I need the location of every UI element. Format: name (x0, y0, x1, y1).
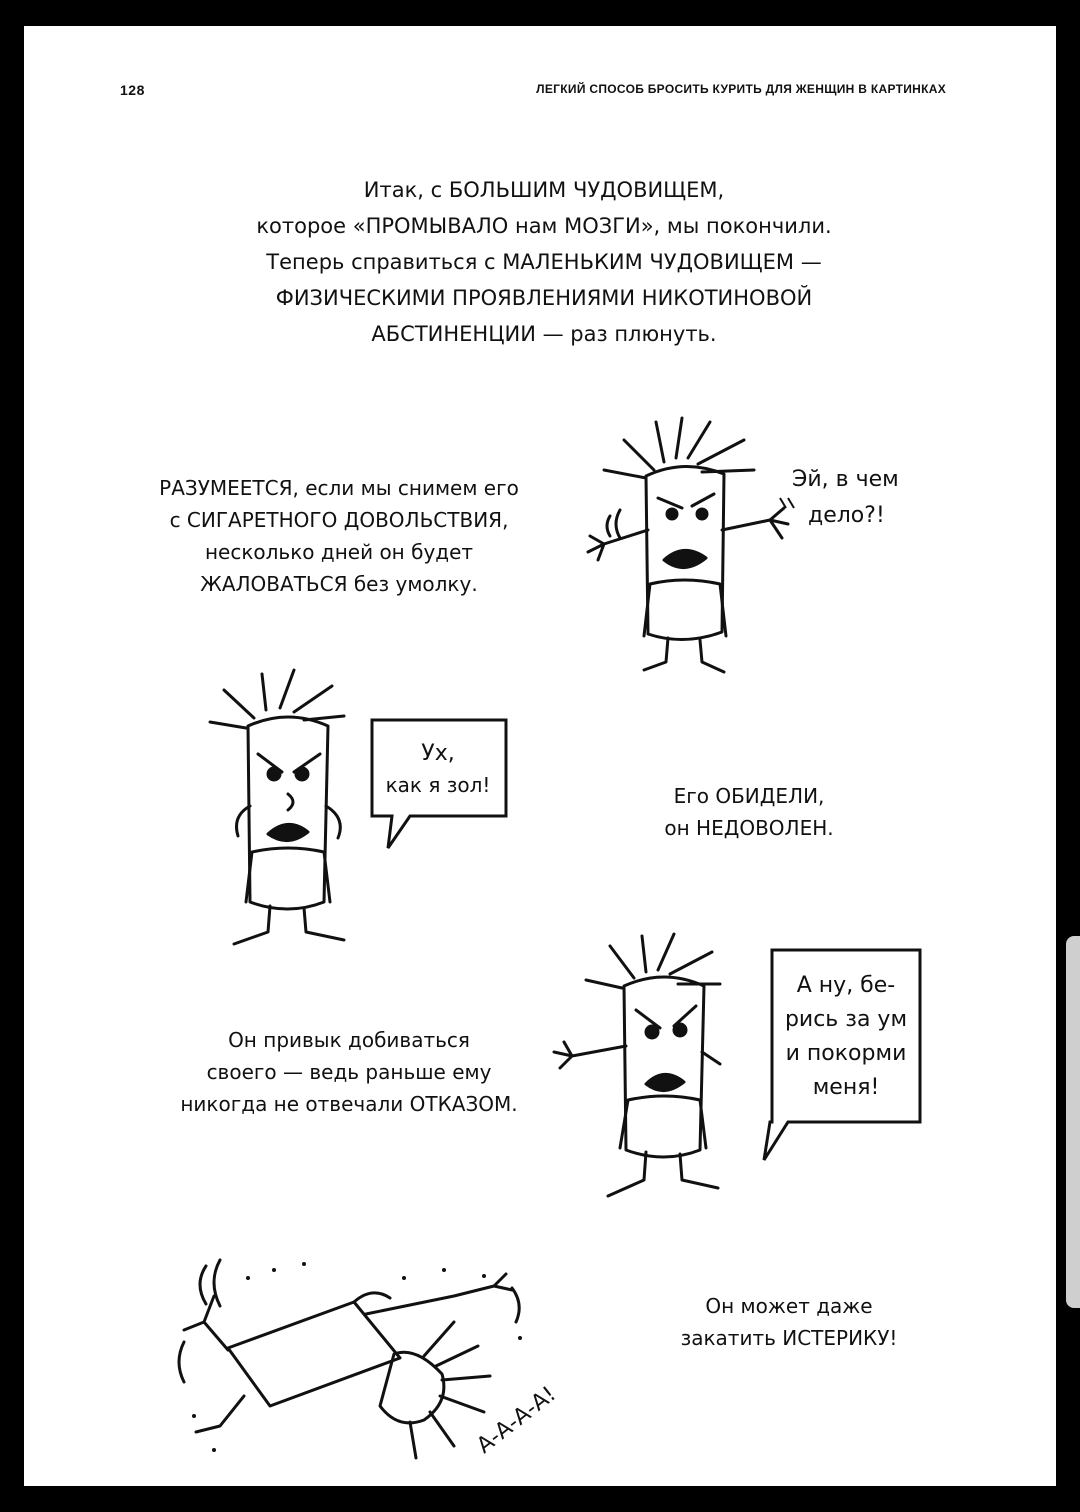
caption-line: Он может даже (705, 1294, 873, 1318)
speech-text: дело?! (808, 503, 885, 528)
intro-line: Итак, с БОЛЬШИМ ЧУДОВИЩЕМ, (363, 178, 725, 202)
speech-text: как я зол! (385, 773, 491, 797)
running-head: ЛЕГКИЙ СПОСОБ БРОСИТЬ КУРИТЬ ДЛЯ ЖЕНЩИН В КАРТИНКАХ (536, 82, 946, 96)
monster-illustration-demanding (524, 916, 934, 1216)
caption-line: ЖАЛОВАТЬСЯ без умолку. (200, 572, 478, 596)
caption-tantrum (654, 1290, 924, 1354)
caption-line: Его ОБИДЕЛИ, (673, 784, 825, 808)
caption-line: РАЗУМЕЕТСЯ, если мы снимем его (159, 476, 519, 500)
caption-complaining (114, 472, 564, 600)
book-page (24, 26, 1056, 1486)
caption-line: своего — ведь раньше ему (206, 1060, 492, 1084)
speech-text: Ух, (421, 741, 455, 766)
monster-illustration-angry (204, 656, 504, 956)
caption-line: Он привык добиваться (228, 1028, 470, 1052)
caption-offended (614, 780, 884, 844)
intro-paragraph (164, 172, 924, 352)
monster-illustration-shrugging (584, 400, 924, 700)
intro-line: которое «ПРОМЫВАЛО нам МОЗГИ», мы покончили. (256, 214, 832, 238)
intro-line: Теперь справиться с МАЛЕНЬКИМ ЧУДОВИЩЕМ — (266, 250, 822, 274)
intro-line: АБСТИНЕНЦИИ — раз плюнуть. (371, 322, 717, 346)
scrollbar-thumb[interactable] (1066, 936, 1080, 1308)
monster-illustration-tantrum (154, 1226, 634, 1476)
caption-line: несколько дней он будет (204, 540, 474, 564)
caption-line: он НЕДОВОЛЕН. (664, 816, 834, 840)
speech-text: А ну, бе- (796, 973, 896, 998)
caption-demanding (124, 1024, 574, 1120)
speech-text: и покорми (785, 1041, 907, 1066)
intro-line: ФИЗИЧЕСКИМИ ПРОЯВЛЕНИЯМИ НИКОТИНОВОЙ (275, 286, 813, 310)
speech-text: рись за ум (784, 1007, 908, 1032)
page-number: 128 (120, 82, 145, 98)
speech-text: А-А-А-А! (472, 1381, 561, 1459)
speech-text: Эй, в чем (792, 467, 899, 492)
caption-line: закатить ИСТЕРИКУ! (680, 1326, 898, 1350)
caption-line: с СИГАРЕТНОГО ДОВОЛЬСТВИЯ, (169, 508, 509, 532)
caption-line: никогда не отвечали ОТКАЗОМ. (180, 1092, 518, 1116)
speech-text: меня! (812, 1075, 880, 1100)
